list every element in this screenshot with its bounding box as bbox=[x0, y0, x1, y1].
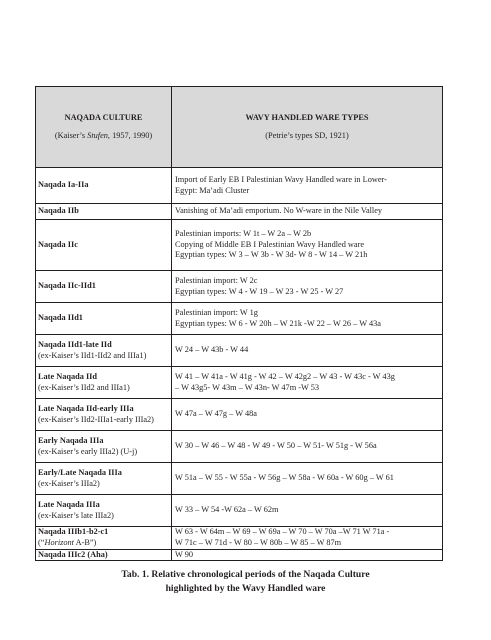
period-cell bbox=[36, 463, 172, 495]
ware-types-cell bbox=[172, 495, 443, 527]
table-header-row bbox=[36, 87, 443, 168]
ware-types-cell bbox=[172, 527, 443, 550]
header-col1-subtitle bbox=[39, 131, 168, 142]
ware-types-line: Palestinian imports: W 1t – W 2a – W 2b bbox=[175, 228, 312, 238]
period-cell bbox=[36, 204, 172, 220]
period-name: Late Naqada IId bbox=[38, 371, 98, 381]
period-cell bbox=[36, 335, 172, 367]
period-note: (ex-Kaiser’s late IIIa2) bbox=[38, 510, 114, 520]
table-row bbox=[36, 220, 443, 271]
period-cell bbox=[36, 431, 172, 463]
period-name: Naqada IId1 bbox=[38, 313, 83, 323]
ware-types-line: W 47a – W 47g – W 48a bbox=[175, 409, 257, 419]
period-name: Naqada IIb bbox=[38, 206, 79, 216]
period-note: (ex-Kaiser’s IId2 and IIIa1) bbox=[38, 382, 130, 392]
ware-types-cell bbox=[172, 204, 443, 220]
ware-types-line: Palestinian import: W 2c bbox=[175, 275, 258, 285]
header-col1-title: NAQADA CULTURE bbox=[64, 112, 143, 122]
header-col1-sub-italic: Stufen bbox=[87, 130, 108, 140]
table-row bbox=[36, 399, 443, 431]
period-note: (ex-Kaiser’s early IIIa2) (U-j) bbox=[38, 446, 138, 456]
table-row bbox=[36, 527, 443, 550]
period-note: (ex-Kaiser’s IId1-IId2 and IIIa1) bbox=[38, 350, 147, 360]
ware-types-line: W 90 bbox=[175, 549, 194, 559]
period-note: (ex-Kaiser’s IIIa2) bbox=[38, 478, 100, 488]
ware-types-cell bbox=[172, 431, 443, 463]
period-cell bbox=[36, 399, 172, 431]
header-col1-sub-prefix: (Kaiser’s bbox=[54, 130, 88, 140]
ware-types-line: W 30 – W 46 – W 48 - W 49 - W 50 – W 51- W 51g - W 56a bbox=[175, 441, 377, 451]
table-caption bbox=[0, 568, 491, 596]
period-name: Naqada IIIb1-b2-c1 bbox=[38, 527, 109, 536]
period-cell bbox=[36, 168, 172, 204]
ware-types-line: W 51a – W 55 - W 55a - W 56g – W 58a - W 60a - W 60g – W 61 bbox=[175, 473, 394, 483]
period-note: (“Horizont A-B”) bbox=[38, 537, 97, 547]
ware-types-line: W 71c – W 71d - W 80 – W 80b – W 85 – W 87m bbox=[175, 537, 342, 547]
period-name: Late Naqada IId-early IIIa bbox=[38, 403, 134, 413]
ware-types-cell bbox=[172, 463, 443, 495]
ware-types-line: Egyptian types: W 3 – W 3b - W 3d- W 8 - W 14 – W 21h bbox=[175, 250, 368, 260]
caption-line-2: highlighted by the Wavy Handled ware bbox=[165, 582, 326, 594]
ware-types-line: Egypt: Ma’adi Cluster bbox=[175, 185, 250, 195]
table-row bbox=[36, 367, 443, 399]
period-cell bbox=[36, 495, 172, 527]
period-name: Naqada IId1-late IId bbox=[38, 339, 112, 349]
header-col1-sub-suffix: , 1957, 1990) bbox=[107, 130, 153, 140]
ware-types-line: Vanishing of Ma’adi emporium. No W-ware in the Nile Valley bbox=[175, 206, 383, 216]
table-row bbox=[36, 303, 443, 335]
period-cell bbox=[36, 271, 172, 303]
period-cell bbox=[36, 549, 172, 561]
ware-types-line: Copying of Middle EB I Palestinian Wavy Handled ware bbox=[175, 239, 365, 249]
period-note: (ex-Kaiser’s IId2-IIIa1-early IIIa2) bbox=[38, 414, 154, 424]
ware-types-line: W 63 - W 64m – W 69 – W 69a – W 70 – W 70a –W 71 W 71a - bbox=[175, 527, 390, 536]
table-row bbox=[36, 549, 443, 561]
period-name: Naqada IIc-IId1 bbox=[38, 281, 96, 291]
ware-types-line: Egyptian types: W 4 - W 19 – W 23 - W 25 - W 27 bbox=[175, 286, 344, 296]
table-row bbox=[36, 431, 443, 463]
period-name: Naqada IIIc2 (Aha) bbox=[38, 549, 108, 559]
table-row bbox=[36, 495, 443, 527]
table-row bbox=[36, 463, 443, 495]
header-wavy-handled-ware bbox=[172, 87, 443, 168]
caption-line-1: Tab. 1. Relative chronological periods of the Naqada Culture bbox=[121, 569, 370, 580]
ware-types-line: – W 43g5- W 43m – W 43n- W 47m -W 53 bbox=[175, 382, 320, 392]
period-cell bbox=[36, 220, 172, 271]
period-name: Early Naqada IIIa bbox=[38, 435, 104, 445]
ware-types-cell bbox=[172, 168, 443, 204]
ware-types-line: Palestinian import: W 1g bbox=[175, 307, 258, 317]
ware-types-cell bbox=[172, 399, 443, 431]
period-name: Naqada IIc bbox=[38, 239, 78, 249]
header-col2-subtitle: (Petrie’s types SD, 1921) bbox=[265, 130, 349, 140]
period-cell bbox=[36, 303, 172, 335]
period-name: Naqada Ia-IIa bbox=[38, 180, 89, 190]
table-row bbox=[36, 204, 443, 220]
ware-types-line: W 24 – W 43b - W 44 bbox=[175, 345, 249, 355]
ware-types-line: W 41 – W 41a - W 41g - W 42 – W 42g2 – W 43 - W 43c - W 43g bbox=[175, 371, 395, 381]
ware-types-line: Egyptian types: W 6 - W 20h – W 21k -W 22 – W 26 – W 43a bbox=[175, 318, 381, 328]
table-row bbox=[36, 168, 443, 204]
header-col2-title: WAVY HANDLED WARE TYPES bbox=[245, 112, 369, 122]
table-row bbox=[36, 271, 443, 303]
period-name: Early/Late Naqada IIIa bbox=[38, 467, 122, 477]
ware-types-cell bbox=[172, 549, 443, 561]
ware-types-line: Import of Early EB I Palestinian Wavy Handled ware in Lower- bbox=[175, 174, 387, 184]
ware-types-cell bbox=[172, 303, 443, 335]
period-name: Late Naqada IIIa bbox=[38, 499, 100, 509]
italic-term: Horizont bbox=[44, 537, 74, 547]
ware-types-cell bbox=[172, 271, 443, 303]
period-cell bbox=[36, 367, 172, 399]
ware-types-cell bbox=[172, 367, 443, 399]
ware-types-line: W 33 – W 54 -W 62a – W 62m bbox=[175, 505, 279, 515]
period-cell bbox=[36, 527, 172, 550]
chronology-table bbox=[35, 86, 443, 561]
ware-types-cell bbox=[172, 220, 443, 271]
ware-types-cell bbox=[172, 335, 443, 367]
table-row bbox=[36, 335, 443, 367]
header-naqada-culture bbox=[36, 87, 172, 168]
